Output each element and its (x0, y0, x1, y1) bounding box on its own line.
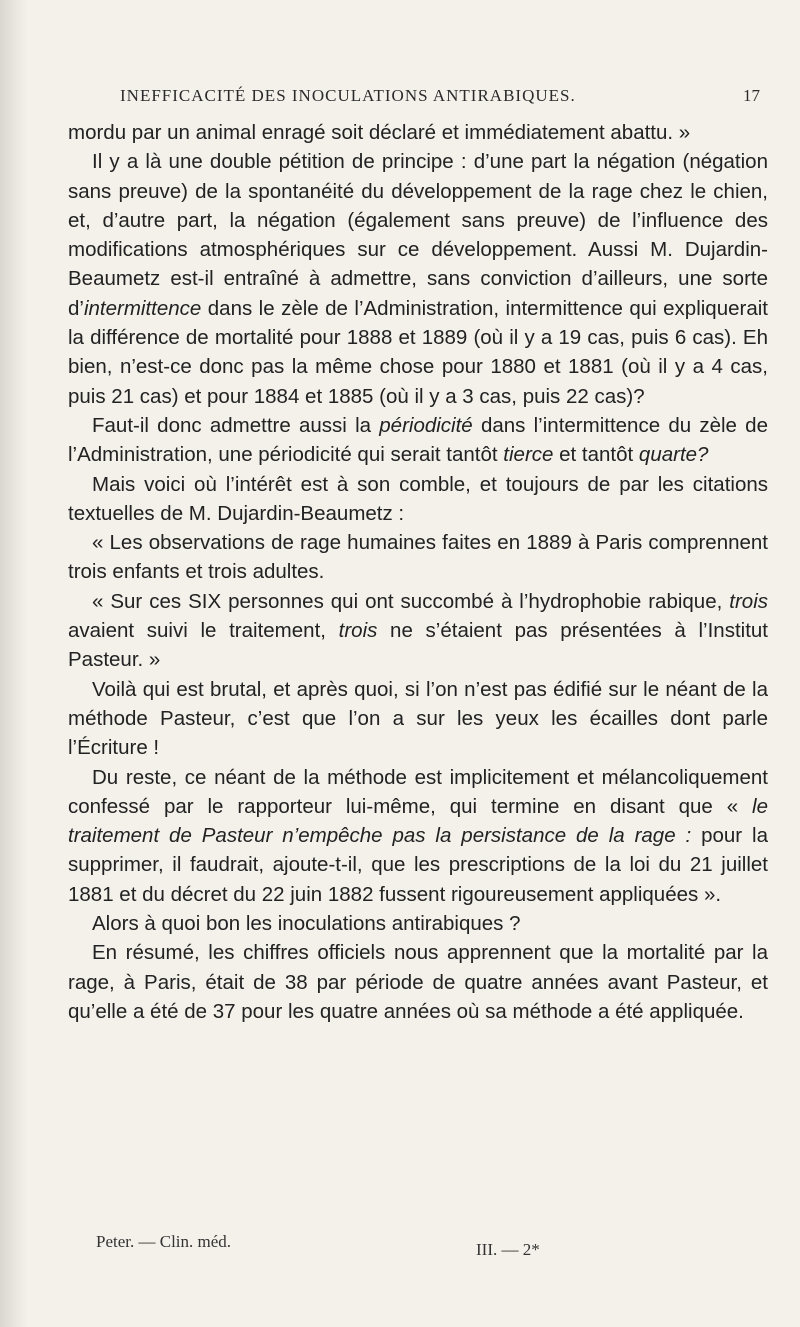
page-header (120, 86, 760, 110)
signature-mark: III. — 2* (476, 1240, 540, 1259)
italic-segment: tierce (503, 443, 554, 467)
text-segment: avaient suivi le traitement, (68, 619, 339, 643)
text-segment: Il y a là une double pétition de principe : d’une part la négation (négation sans preuve) de la spontanéité du développement de la rage chez le chien, et, d’autre part, la négation (également sans preuve) de l’influence des modifications atmosphériques sur ce développement. Aussi M. Dujardin-Beaumetz est-il entraîné à admettre, sans conviction d’ailleurs, une sorte d’ (68, 150, 768, 320)
italic-segment: trois (729, 589, 768, 613)
paragraph (68, 909, 768, 938)
italic-segment: quarte? (638, 443, 709, 467)
text-segment: mordu par un animal enragé soit déclaré et immédiatement abattu. » (68, 121, 691, 144)
paragraph (68, 147, 768, 411)
body-text (68, 118, 768, 1026)
text-segment: Mais voici où l’intérêt est à son comble, et toujours de par les citations textuelles de M. Dujardin-Beaumetz : (68, 472, 768, 525)
text-segment: dans le zèle de l’Administration, intermittence qui expliquerait la différence de mortalité pour 1888 et 1889 (où il y a 19 cas, puis 6 cas). Eh bien, n’est-ce donc pas la même chose pour 1880 et 1881 (où il y a 4 cas, puis 21 cas) et pour 1884 et 1885 (où il y a 3 cas, puis 22 cas)? (68, 296, 768, 408)
italic-segment: périodicité (379, 413, 473, 437)
paragraph (68, 470, 768, 529)
text-segment: Alors à quoi bon les inoculations antirabiques ? (92, 912, 521, 936)
text-segment: « Les observations de rage humaines faites en 1889 à Paris comprennent trois enfants et trois adultes. (68, 531, 768, 584)
paragraph (68, 411, 768, 470)
running-head: INEFFICACITÉ DES INOCULATIONS ANTIRABIQUES. (120, 86, 576, 105)
italic-segment: trois (338, 619, 378, 643)
text-segment: Faut-il donc admettre aussi la (92, 413, 380, 437)
paragraph (68, 587, 768, 675)
paragraph (68, 763, 768, 909)
text-segment: dans l’intermittence du zèle de l’Administration, une périodicité qui serait tantôt (68, 413, 768, 467)
text-segment: En résumé, les chiffres officiels nous apprennent que la mortalité par la rage, à Paris, était de 38 par période de quatre années avant Pasteur, et qu’elle a été de 37 pour les quatre années où sa méthode a été appliquée. (68, 941, 768, 1023)
text-segment: ne s’étaient pas présentées à l’Institut Pasteur. » (68, 619, 768, 672)
text-segment: « Sur ces SIX personnes qui ont succombé à l’hydrophobie rabique, (92, 589, 730, 613)
paragraph (68, 675, 768, 763)
paragraph (68, 528, 768, 587)
text-segment: et tantôt (553, 443, 639, 467)
italic-segment: intermittence (83, 296, 202, 320)
publisher-imprint: Peter. — Clin. méd. (96, 1232, 232, 1251)
text-segment: Voilà qui est brutal, et après quoi, si l’on n’est pas édifié sur le néant de la méthode Pasteur, c’est que l’on a sur les yeux les écailles dont parle l’Écriture ! (68, 677, 768, 760)
italic-segment: le traitement de Pasteur n’empêche pas la persistance de la rage : (68, 794, 768, 848)
paragraph (68, 118, 768, 147)
text-segment: Du reste, ce néant de la méthode est implicitement et mélancoliquement confessé par le rapporteur lui-même, qui termine en disant que « (68, 765, 768, 818)
paragraph (68, 938, 768, 1026)
page-number: 17 (743, 86, 760, 105)
text-segment: pour la supprimer, il faudrait, ajoute-t-il, que les prescriptions de la loi du 21 juillet 1881 et du décret du 22 juin 1882 fussent rigoureusement appliquées ». (68, 824, 768, 906)
page-footer (96, 1232, 736, 1272)
page-gutter-shadow (0, 0, 28, 1327)
